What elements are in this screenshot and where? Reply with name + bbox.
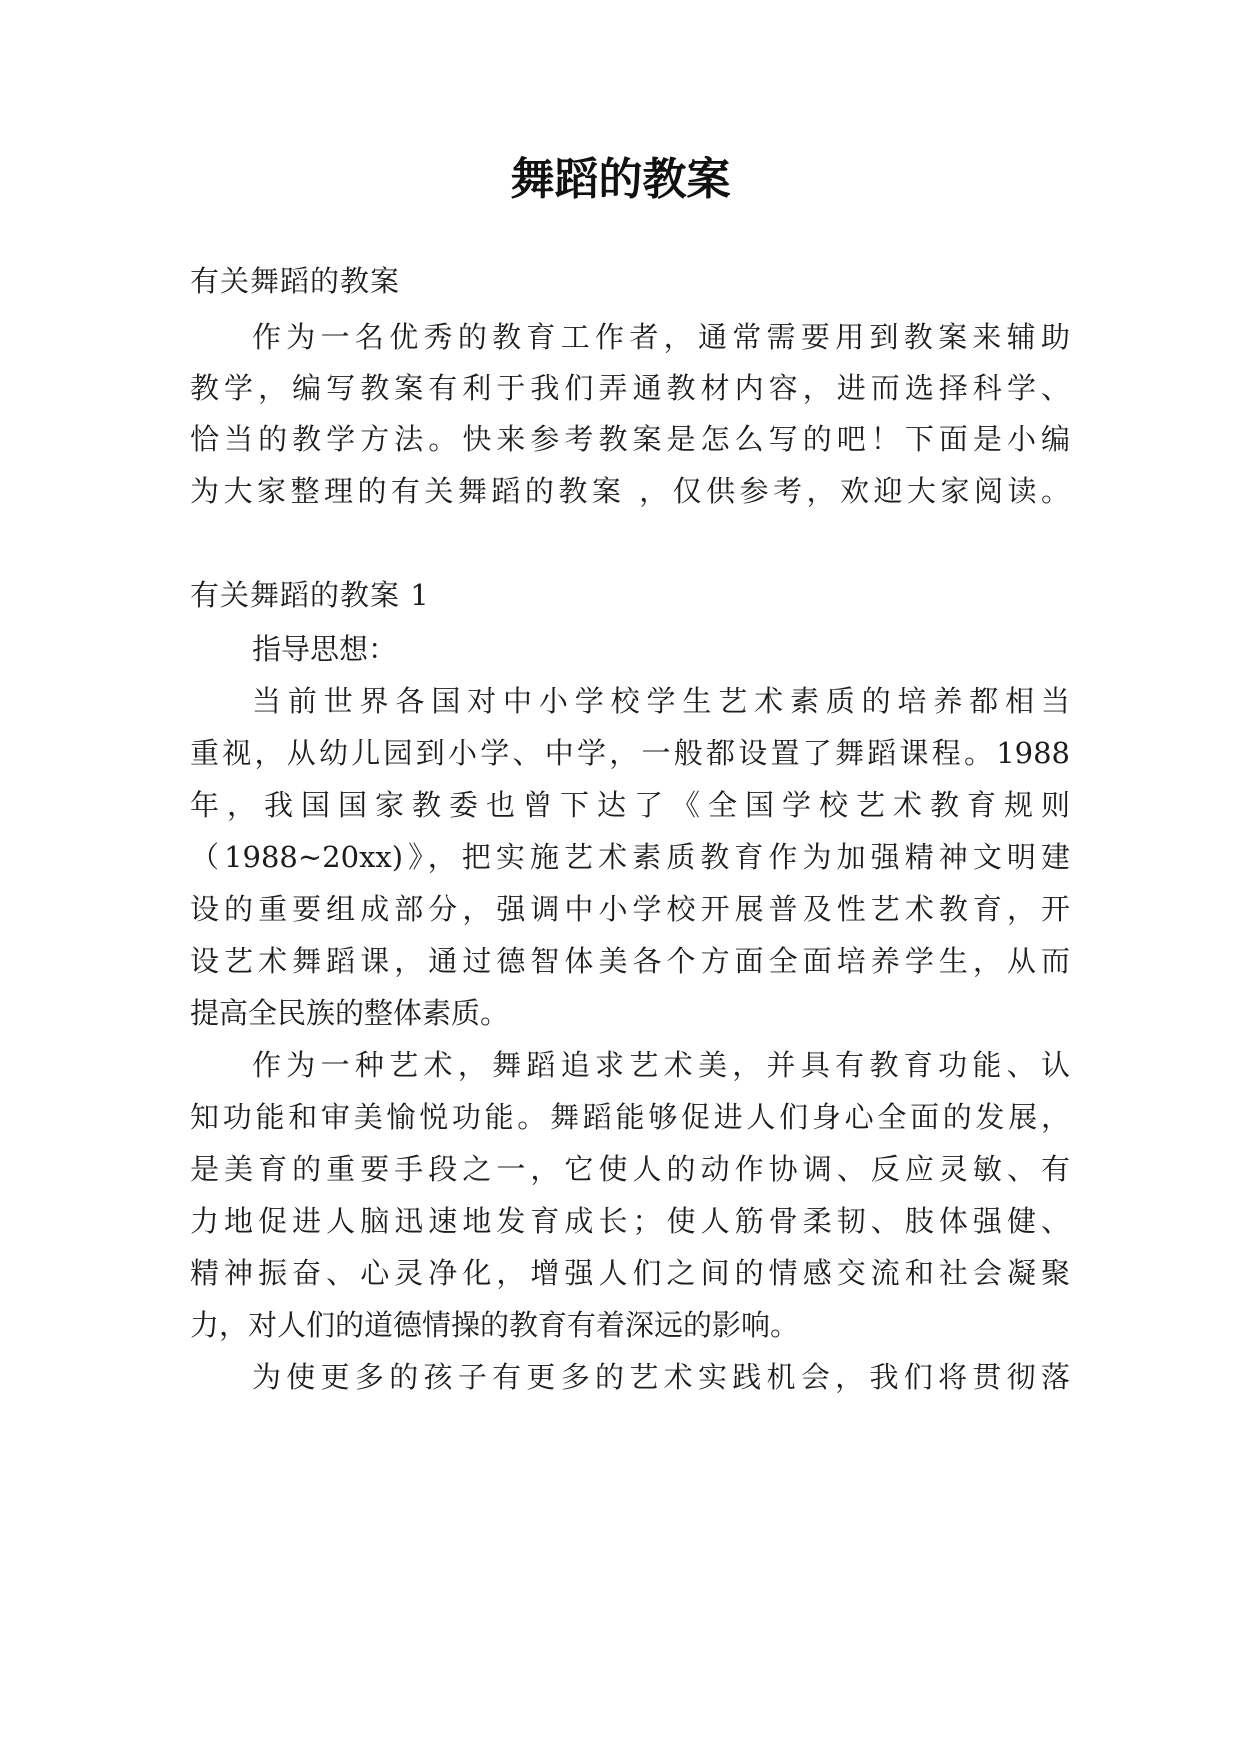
paragraph-line: 重视，从幼儿园到小学、中学，一般都设置了舞蹈课程。1988: [190, 736, 1070, 770]
paragraph-line: 是美育的重要手段之一，它使人的动作协调、反应灵敏、有: [190, 1152, 1070, 1186]
paragraph-line: 为使更多的孩子有更多的艺术实践机会，我们将贯彻落: [252, 1360, 1070, 1394]
paragraph-line: 当前世界各国对中小学校学生艺术素质的培养都相当: [252, 684, 1070, 718]
paragraph-line: 为大家整理的有关舞蹈的教案 ，仅供参考，欢迎大家阅读。: [190, 474, 1070, 508]
paragraph-line: 恰当的教学方法。快来参考教案是怎么写的吧！下面是小编: [190, 422, 1070, 456]
paragraph-line: 精神振奋、心灵净化，增强人们之间的情感交流和社会凝聚: [190, 1256, 1070, 1290]
guiding-label: 指导思想：: [252, 632, 398, 666]
paragraph-line: （1988~20xx)》，把实施艺术素质教育作为加强精神文明建: [190, 840, 1070, 874]
paragraph-line: 设的重要组成部分，强调中小学校开展普及性艺术教育，开: [190, 892, 1070, 926]
paragraph-line: 教学，编写教案有利于我们弄通教材内容，进而选择科学、: [190, 371, 1070, 405]
paragraph-line: 提高全民族的整体素质。: [190, 996, 510, 1030]
document-title: 舞蹈的教案: [510, 154, 731, 205]
paragraph-line: 知功能和审美愉悦功能。舞蹈能够促进人们身心全面的发展，: [190, 1100, 1070, 1134]
paragraph-line: 力，对人们的道德情操的教育有着深远的影响。: [190, 1308, 800, 1342]
section-heading: 有关舞蹈的教案 1: [190, 578, 430, 612]
intro-heading: 有关舞蹈的教案: [190, 264, 401, 298]
paragraph-line: 年，我国国家教委也曾下达了《全国学校艺术教育规则: [190, 788, 1070, 822]
paragraph-line: 力地促进人脑迅速地发育成长；使人筋骨柔韧、肢体强健、: [190, 1204, 1070, 1238]
paragraph-line: 作为一种艺术，舞蹈追求艺术美，并具有教育功能、认: [252, 1048, 1070, 1082]
paragraph-line: 设艺术舞蹈课，通过德智体美各个方面全面培养学生，从而: [190, 944, 1070, 978]
paragraph-line: 作为一名优秀的教育工作者，通常需要用到教案来辅助: [252, 320, 1070, 354]
